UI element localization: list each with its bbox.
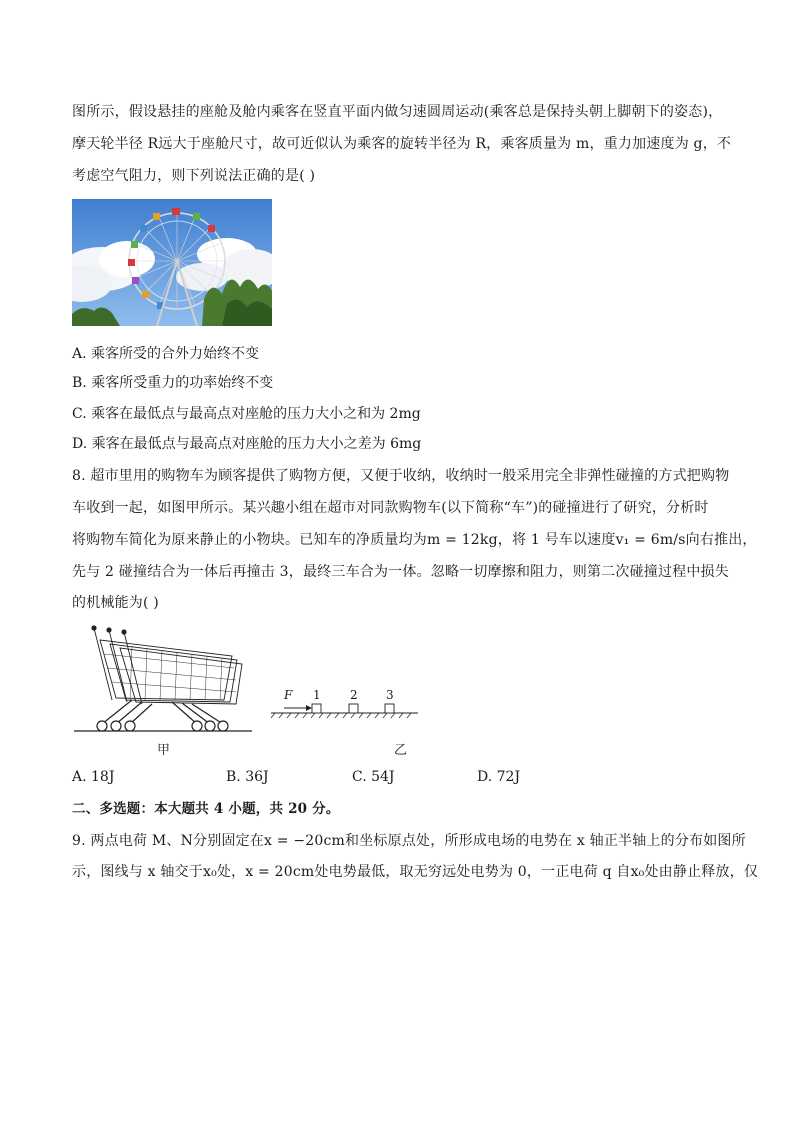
q7-option-b: B. 乘客所受重力的功率始终不变 — [72, 375, 274, 391]
q9-line-1: 9. 两点电荷 M、N分别固定在x = −20cm和坐标原点处，所形成电场的电势在 x 轴正半轴上的分布如图所 — [72, 833, 746, 849]
block-label-1: 1 — [313, 688, 321, 702]
q9-line-2: 示，图线与 x 轴交于x₀处，x = 20cm处电势最低，取无穷远处电势为 0，一正电荷 q 自x₀处由静止释放，仅 — [72, 864, 759, 880]
block-label-3: 3 — [386, 688, 394, 702]
cart-wheels — [97, 721, 228, 731]
q7-option-c: C. 乘客在最低点与最高点对座舱的压力大小之和为 2mg — [72, 406, 421, 422]
block-2 — [349, 704, 358, 713]
q7-option-d: D. 乘客在最低点与最高点对座舱的压力大小之差为 6mg — [72, 436, 422, 452]
ferris-wheel-photo — [72, 199, 272, 326]
q8-option-c: C. 54J — [352, 769, 395, 785]
q8-line-5: 的机械能为( ) — [72, 595, 159, 611]
q7-line-3: 考虑空气阻力，则下列说法正确的是( ) — [72, 168, 316, 184]
block-3 — [385, 704, 394, 713]
q8-line-1: 8. 超市里用的购物车为顾客提供了购物方便，又便于收纳，收纳时一般采用完全非弹性碰撞的方式把购物 — [72, 468, 730, 484]
force-label: F — [284, 688, 293, 702]
q8-option-d: D. 72J — [477, 769, 521, 785]
section-heading-multiple-choice: 二、多选题：本大题共 4 小题，共 20 分。 — [72, 801, 340, 817]
force-arrow-head — [306, 705, 312, 711]
q8-option-b: B. 36J — [226, 769, 269, 785]
cart-baskets — [94, 628, 242, 704]
shopping-cart-diagram — [72, 620, 432, 758]
block-label-2: 2 — [350, 688, 358, 702]
q8-figure — [72, 620, 432, 758]
figure-label-jia: 甲 — [157, 743, 171, 758]
q8-line-4: 先与 2 碰撞结合为一体后再撞击 3，最终三车合为一体。忽略一切摩擦和阻力，则第二次碰撞过程中损失 — [72, 564, 729, 580]
q8-line-3: 将购物车简化为原来静止的小物块。已知车的净质量均为m = 12kg，将 1 号车以速度v₁ = 6m/s向右推出， — [72, 532, 757, 548]
q7-line-2: 摩天轮半径 R远大于座舱尺寸，故可近似认为乘客的旋转半径为 R，乘客质量为 m，重力加速度为 g，不 — [72, 136, 732, 152]
figure-label-yi: 乙 — [394, 743, 408, 758]
block-1 — [312, 704, 321, 713]
ground-hatching — [271, 713, 411, 718]
ferris-wheel-image — [72, 199, 272, 326]
q7-line-1: 图所示，假设悬挂的座舱及舱内乘客在竖直平面内做匀速圆周运动(乘客总是保持头朝上脚朝下的姿态)， — [72, 104, 723, 120]
q7-option-a: A. 乘客所受的合外力始终不变 — [72, 346, 260, 362]
q8-line-2: 车收到一起，如图甲所示。某兴趣小组在超市对同款购物车(以下简称“车”)的碰撞进行了研究，分析时 — [72, 500, 709, 516]
q8-option-a: A. 18J — [72, 769, 115, 785]
